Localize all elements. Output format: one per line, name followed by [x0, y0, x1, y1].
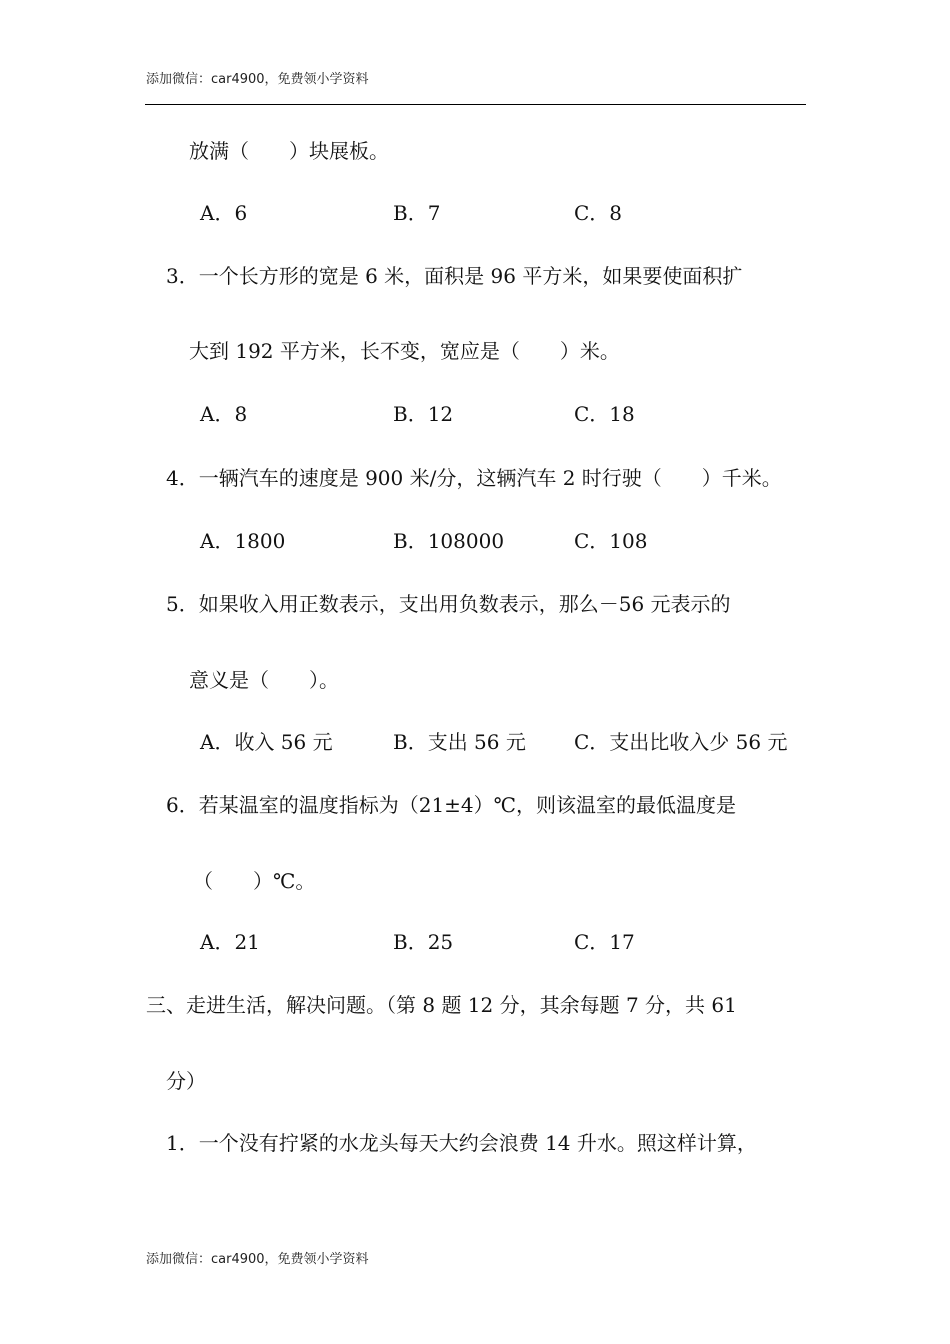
q5-line-2: 意义是（ ）。	[189, 668, 339, 692]
q4-option-b: B．108000	[393, 529, 505, 553]
q6-line-2: （ ）℃。	[193, 869, 316, 893]
q6-option-a: A．21	[200, 930, 260, 954]
q4-line-1: 4．一辆汽车的速度是 900 米/分，这辆汽车 2 时行驶（ ）千米。	[166, 466, 782, 490]
page-footer: 添加微信：car4900，免费领小学资料	[146, 1252, 369, 1267]
q4-option-c: C．108	[574, 529, 648, 553]
q2-option-a: A．6	[200, 201, 248, 225]
q5-line-1: 5．如果收入用正数表示，支出用负数表示，那么－56 元表示的	[166, 592, 731, 616]
q6-option-c: C．17	[574, 930, 635, 954]
q2-continuation: 放满（ ）块展板。	[189, 139, 389, 163]
section-3-heading-cont: 分）	[166, 1069, 206, 1093]
q4-option-a: A．1800	[200, 529, 286, 553]
q6-option-b: B．25	[393, 930, 454, 954]
problem-1-line-1: 1．一个没有拧紧的水龙头每天大约会浪费 14 升水。照这样计算，	[166, 1131, 757, 1155]
q3-option-c: C．18	[574, 402, 635, 426]
q6-line-1: 6．若某温室的温度指标为（21±4）℃，则该温室的最低温度是	[166, 793, 737, 817]
section-3-heading: 三、走进生活，解决问题。（第 8 题 12 分，其余每题 7 分，共 61	[146, 993, 737, 1017]
q3-option-a: A．8	[200, 402, 248, 426]
q2-option-b: B．7	[393, 201, 441, 225]
q2-option-c: C．8	[574, 201, 623, 225]
page-header: 添加微信：car4900，免费领小学资料	[146, 72, 369, 87]
q3-line-2: 大到 192 平方米，长不变，宽应是（ ）米。	[189, 339, 620, 363]
q5-option-b: B．支出 56 元	[393, 730, 526, 754]
q5-option-c: C．支出比收入少 56 元	[574, 730, 788, 754]
q3-option-b: B．12	[393, 402, 454, 426]
q3-line-1: 3．一个长方形的宽是 6 米，面积是 96 平方米，如果要使面积扩	[166, 264, 743, 288]
header-rule	[145, 104, 806, 105]
q5-option-a: A．收入 56 元	[200, 730, 333, 754]
